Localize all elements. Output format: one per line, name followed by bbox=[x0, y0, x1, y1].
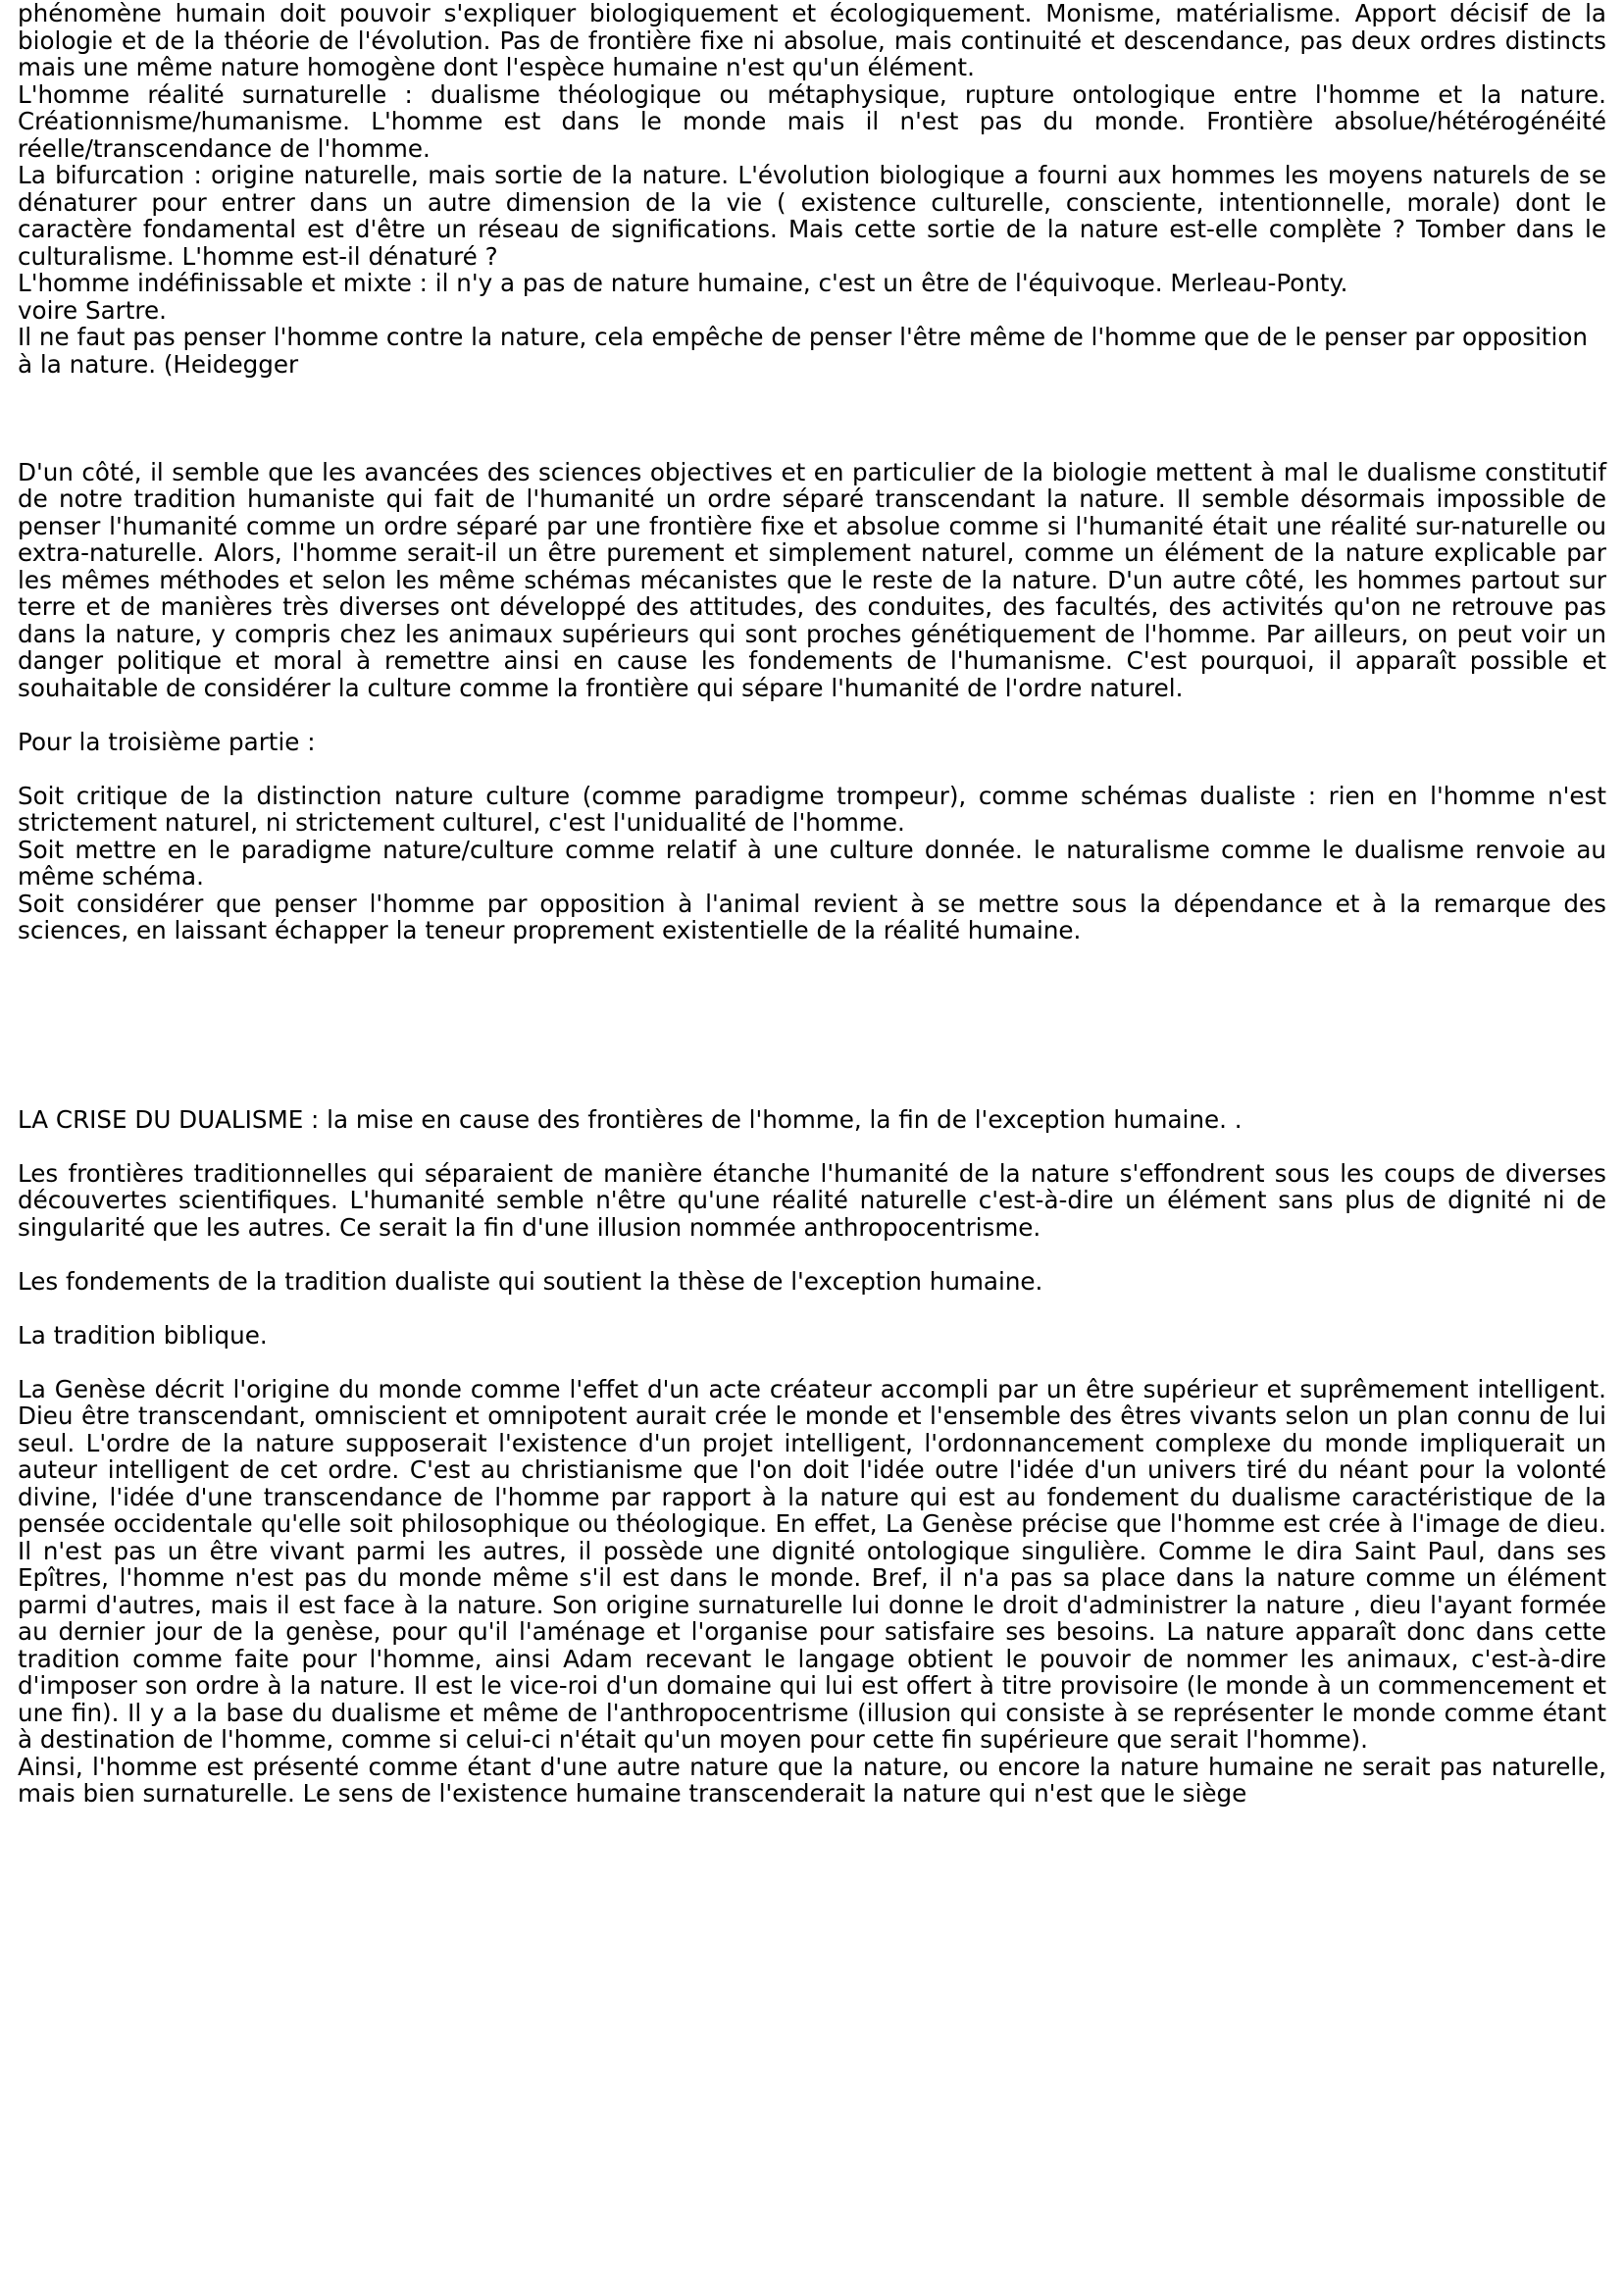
third-part-heading: Pour la troisième partie : bbox=[18, 727, 316, 756]
option-relative: Soit mettre en le paradigme nature/culture comme relatif à une culture donnée. le naturalisme comme le dualisme renvoie au même schéma. bbox=[18, 835, 1606, 891]
option-existential: Soit considérer que penser l'homme par opposition à l'animal revient à se mettre sous la dépendance et à la remarque des sciences, en laissant échapper la teneur proprement existentielle de la réalité humaine. bbox=[18, 889, 1606, 944]
paragraph-supernatural: L'homme réalité surnaturelle : dualisme théologique ou métaphysique, rupture ontologique entre l'homme et la nature. Créationnisme/humanisme. L'homme est dans le monde mais il n'est pas du monde. Frontière absolue/hétérogénéité réelle/transcendance de l'homme. bbox=[18, 79, 1606, 163]
option-critique: Soit critique de la distinction nature culture (comme paradigme trompeur), comme schémas dualiste : rien en l'homme n'est strictement naturel, ni strictement culturel, c'est l'unidualité de l'homme. bbox=[18, 781, 1606, 837]
document-page bbox=[18, 0, 1606, 1808]
section-title: LA CRISE DU DUALISME : la mise en cause des frontières de l'homme, la fin de l'exception humaine. . bbox=[18, 1104, 1243, 1134]
biblical-heading: La tradition biblique. bbox=[18, 1320, 268, 1350]
paragraph-undefinable: L'homme indéfinissable et mixte : il n'y a pas de nature humaine, c'est un être de l'équivoque. Merleau-Ponty. bbox=[18, 269, 1348, 297]
paragraph-section-intro: Les frontières traditionnelles qui séparaient de manière étanche l'humanité de la nature s'effondrent sous les coups de diverses découvertes scientifiques. L'humanité semble n'être qu'une réalité naturelle c'est-à-dire un élément sans plus de dignité ni de singularité que les autres. Ce serait la fin d'une illusion nommée anthropocentrisme. bbox=[18, 1158, 1606, 1242]
paragraph-monism: phénomène humain doit pouvoir s'expliquer biologiquement et écologiquement. Monisme, matérialisme. Apport décisif de la biologie et de la théorie de l'évolution. Pas de frontière fixe ni absolue, mais continuité et descendance, pas deux ordres distincts mais une même nature homogène dont l'espèce humaine n'est qu'un élément. bbox=[18, 0, 1606, 81]
paragraph-final: Ainsi, l'homme est présenté comme étant d'une autre nature que la nature, ou encore la nature humaine ne serait pas naturelle, mais bien surnaturelle. Le sens de l'existence humaine transcenderait la nature qui n'est que le siège bbox=[18, 1752, 1606, 1808]
paragraph-bifurcation: La bifurcation : origine naturelle, mais sortie de la nature. L'évolution biologique a fourni aux hommes les moyens naturels de se dénaturer pour entrer dans un autre dimension de la vie ( existence culturelle, consciente, intentionnelle, morale) dont le caractère fondamental est d'être un réseau de significations. Mais cette sortie de la nature est-elle complète ? Tomber dans le culturalisme. L'homme est-il dénaturé ? bbox=[18, 161, 1606, 271]
paragraph-genesis: La Genèse décrit l'origine du monde comme l'effet d'un acte créateur accompli par un être supérieur et suprêmement intelligent. Dieu être transcendant, omniscient et omnipotent aurait crée le monde et l'ensemble des êtres vivants selon un plan connu de lui seul. L'ordre de la nature supposerait l'existence d'un projet intelligent, l'ordonnancement complexe du monde impliquerait un auteur intelligent de cet ordre. C'est au christianisme que l'on doit l'idée outre l'idée d'un univers tiré du néant pour la volonté divine, l'idée d'une transcendance de l'homme par rapport à la nature qui est au fondement du dualisme caractéristique de la pensée occidentale qu'elle soit philosophique ou théologique. En effet, La Genèse précise que l'homme est crée à l'image de dieu. Il n'est pas un être vivant parmi les autres, il possède une dignité ontologique singulière. Comme le dira Saint Paul, dans ses Epîtres, l'homme n'est pas du monde même s'il est dans le monde. Bref, il n'a pas sa place dans la nature comme un élément parmi d'autres, mais il est face à la nature. Son origine surnaturelle lui donne le droit d'administrer la nature , dieu l'ayant formée au dernier jour de la genèse, pour qu'il l'aménage et l'organise pour satisfaire ses besoins. La nature apparaît donc dans cette tradition comme faite pour l'homme, ainsi Adam recevant le langage obtient le pouvoir de nommer les animaux, c'est-à-dire d'imposer son ordre à la nature. Il est le vice-roi d'un domaine qui lui est offert à titre provisoire (le monde à un commencement et une fin). Il y a la base du dualisme et même de l'anthropocentrisme (illusion qui consiste à se représenter le monde comme étant à destination de l'homme, comme si celui-ci n'était qu'un moyen pour cette fin supérieure que serait l'homme). bbox=[18, 1374, 1606, 1754]
foundations-heading: Les fondements de la tradition dualiste qui soutient la thèse de l'exception humaine. bbox=[18, 1266, 1043, 1296]
paragraph-heidegger: Il ne faut pas penser l'homme contre la nature, cela empêche de penser l'être même de l'homme que de le penser par opposition à la nature. (Heidegger bbox=[18, 323, 1589, 379]
paragraph-sartre: voire Sartre. bbox=[18, 295, 167, 325]
paragraph-two-sides: D'un côté, il semble que les avancées des sciences objectives et en particulier de la biologie mettent à mal le dualisme constitutif de notre tradition humaniste qui fait de l'humanité un ordre séparé transcendant la nature. Il semble désormais impossible de penser l'humanité comme un ordre séparé par une frontière fixe et absolue comme si l'humanité était une réalité sur-naturelle ou extra-naturelle. Alors, l'homme serait-il un être purement et simplement naturel, comme un élément de la nature explicable par les mêmes méthodes et selon les même schémas mécanistes que le reste de la nature. D'un autre côté, les hommes partout sur terre et de manières très diverses ont développé des attitudes, des conduites, des facultés, des activités qu'on ne retrouve pas dans la nature, y compris chez les animaux supérieurs qui sont proches génétiquement de l'homme. Par ailleurs, on peut voir un danger politique et moral à remettre ainsi en cause les fondements de l'humanisme. C'est pourquoi, il apparaît possible et souhaitable de considérer la culture comme la frontière qui sépare l'humanité de l'ordre naturel. bbox=[18, 457, 1606, 702]
